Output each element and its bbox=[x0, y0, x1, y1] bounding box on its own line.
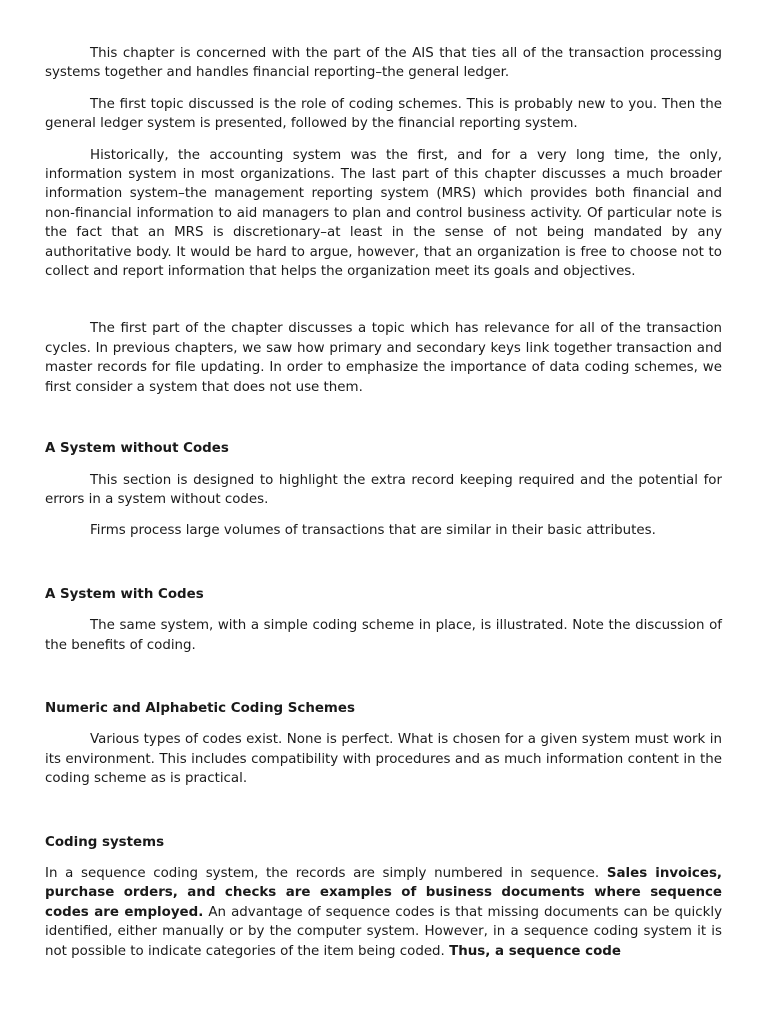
heading-numeric-alphabetic-coding: Numeric and Alphabetic Coding Schemes bbox=[45, 700, 355, 716]
with-codes-paragraph-1: The same system, with a simple coding scheme in place, is illustrated. Note the discussion of the benefits of coding. bbox=[45, 618, 722, 653]
coding-bold-1: Sales invoices, purchase orders, and checks are examples of business documents where sequence codes are employed. bbox=[45, 865, 723, 920]
without-codes-paragraph-1: This section is designed to highlight the extra record keeping required and the potential for errors in a system without codes. bbox=[45, 472, 722, 507]
without-codes-paragraph-2: Firms process large volumes of transactions that are similar in their basic attributes. bbox=[90, 523, 656, 539]
coding-systems-paragraph-1 bbox=[45, 864, 722, 961]
numeric-alpha-paragraph-1: Various types of codes exist. None is perfect. What is chosen for a given system must work in its environment. This includes compatibility with procedures and as much information content in the coding scheme as is practical. bbox=[45, 732, 722, 787]
coding-text-2: An advantage of sequence codes is that missing documents can be quickly identified, either manually or by the computer system. However, in a sequence coding system it is not possible to indicate categories of the item being coded. bbox=[45, 904, 723, 959]
intro-paragraph-3: Historically, the accounting system was the first, and for a very long time, the only, information system in most organizations. The last part of this chapter discusses a much broader information system–the management reporting system (MRS) which provides both financial and non-financial information to aid managers to plan and control business activity. Of particular note is the fact that an MRS is discretionary–at least in the sense of not being mandated by any authoritative body. It would be hard to argue, however, that an organization is free to choose not to collect and report information that helps the organization meet its goals and objectives. bbox=[45, 147, 722, 280]
heading-coding-systems: Coding systems bbox=[45, 834, 165, 850]
intro-paragraph-1: This chapter is concerned with the part of the AIS that ties all of the transaction processing systems together and handles financial reporting–the general ledger. bbox=[45, 46, 722, 81]
heading-system-with-codes: A System with Codes bbox=[45, 586, 204, 602]
intro-paragraph-4: The first part of the chapter discusses a topic which has relevance for all of the transaction cycles. In previous chapters, we saw how primary and secondary keys link together transaction and master records for file updating. In order to emphasize the importance of data coding schemes, we first consider a system that does not use them. bbox=[45, 321, 722, 395]
document-page bbox=[45, 44, 722, 961]
coding-bold-2: Thus, a sequence code bbox=[449, 943, 621, 959]
heading-system-without-codes: A System without Codes bbox=[45, 441, 229, 457]
intro-paragraph-2: The first topic discussed is the role of coding schemes. This is probably new to you. Then the general ledger system is presented, followed by the financial reporting system. bbox=[45, 96, 722, 132]
coding-text-1: In a sequence coding system, the records are simply numbered in sequence. bbox=[45, 865, 607, 881]
